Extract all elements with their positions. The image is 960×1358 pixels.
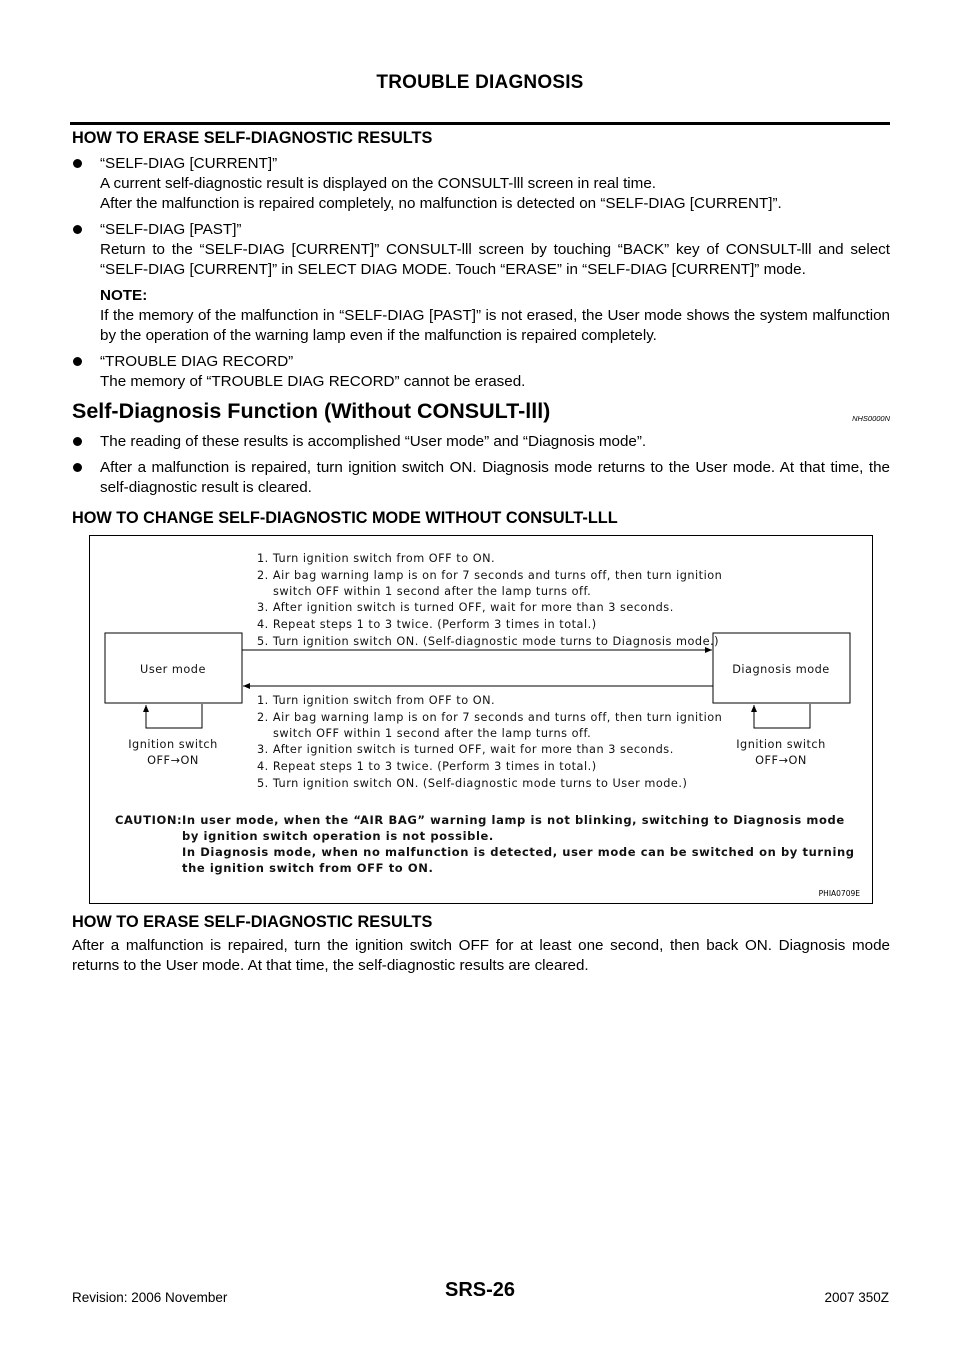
ign-label-right: Ignition switch xyxy=(736,738,826,751)
figure-id: PHIA0709E xyxy=(818,889,860,898)
step-line: 2. Air bag warning lamp is on for 7 seconds and turns off, then turn ignition xyxy=(257,711,723,724)
caution-label: CAUTION: xyxy=(115,813,183,827)
page-content xyxy=(72,128,890,976)
list-item-title: “SELF-DIAG [CURRENT]” xyxy=(100,155,278,172)
erase-results-heading-2: HOW TO ERASE SELF-DIAGNOSTIC RESULTS xyxy=(72,913,433,931)
diagram-svg xyxy=(90,536,872,903)
footer-page-code: SRS-26 xyxy=(444,1279,516,1301)
list-item-title: “SELF-DIAG [PAST]” xyxy=(100,221,242,238)
ign-label-left: Ignition switch xyxy=(128,738,218,751)
note-text: If the memory of the malfunction in “SELF-DIAG [PAST]” is not erased, the User mode shows the system malfunction by the operation of the warning lamp even if the malfunction is repaired completely. xyxy=(100,307,890,344)
list-item-text: The reading of these results is accomplished “User mode” and “Diagnosis mode”. xyxy=(100,433,647,450)
section-title-text: Self-Diagnosis Function (Without CONSULT-lll) xyxy=(72,399,551,423)
footer-model: 2007 350Z xyxy=(824,1290,889,1305)
list-item xyxy=(72,432,890,452)
step-line: 1. Turn ignition switch from OFF to ON. xyxy=(257,552,496,565)
erase-results-text: After a malfunction is repaired, turn the ignition switch OFF for at least one second, then back ON. Diagnosis mode returns to the User mode. At that time, the self-diagnostic results are cleared. xyxy=(72,937,890,974)
step-line: 5. Turn ignition switch ON. (Self-diagnostic mode turns to User mode.) xyxy=(257,777,688,790)
diag-loop-arrow xyxy=(754,704,810,728)
list-item xyxy=(72,458,890,498)
step-line: switch OFF within 1 second after the lamp turns off. xyxy=(273,585,592,598)
step-line: 3. After ignition switch is turned OFF, wait for more than 3 seconds. xyxy=(257,743,674,756)
caution-line: by ignition switch operation is not possible. xyxy=(182,829,494,843)
step-line: 1. Turn ignition switch from OFF to ON. xyxy=(257,694,496,707)
step-line: 4. Repeat steps 1 to 3 twice. (Perform 3 times in total.) xyxy=(257,618,597,631)
mode-change-diagram xyxy=(89,535,873,904)
erase-results-heading: HOW TO ERASE SELF-DIAGNOSTIC RESULTS xyxy=(72,129,433,147)
list-item-text: The memory of “TROUBLE DIAG RECORD” cannot be erased. xyxy=(100,373,526,390)
user-loop-arrow xyxy=(146,704,202,728)
step-line: 3. After ignition switch is turned OFF, wait for more than 3 seconds. xyxy=(257,601,674,614)
bullet-icon xyxy=(73,463,82,472)
note-label: NOTE: xyxy=(100,287,148,304)
erase-results-list xyxy=(72,154,890,392)
caution-line: In user mode, when the “AIR BAG” warning lamp is not blinking, switching to Diagnosis mode xyxy=(182,813,845,827)
diagnosis-mode-label: Diagnosis mode xyxy=(732,663,830,676)
page-title: TROUBLE DIAGNOSIS xyxy=(376,72,584,93)
list-item-title: “TROUBLE DIAG RECORD” xyxy=(100,353,294,370)
self-diag-list xyxy=(72,432,890,498)
section-title xyxy=(72,398,890,424)
list-item xyxy=(72,220,890,346)
list-item xyxy=(72,154,890,214)
list-item-text: After a malfunction is repaired, turn ignition switch ON. Diagnosis mode returns to the User mode. At that time, the self-diagnostic result is cleared. xyxy=(100,459,890,496)
list-item xyxy=(72,352,890,392)
bullet-icon xyxy=(73,159,82,168)
bullet-icon xyxy=(73,357,82,366)
list-item-text: Return to the “SELF-DIAG [CURRENT]” CONSULT-lll screen by touching “BACK” key of CONSULT-lll and select “SELF-DIAG [CURRENT]” in SELECT DIAG MODE. Touch “ERASE” in “SELF-DIAG [CURRENT]” mode. xyxy=(100,241,890,278)
step-line: 2. Air bag warning lamp is on for 7 seconds and turns off, then turn ignition xyxy=(257,569,723,582)
user-mode-label: User mode xyxy=(140,663,206,676)
list-item-text: A current self-diagnostic result is displayed on the CONSULT-lll screen in real time. xyxy=(100,175,656,192)
footer-revision: Revision: 2006 November xyxy=(72,1290,228,1305)
step-line: 4. Repeat steps 1 to 3 twice. (Perform 3 times in total.) xyxy=(257,760,597,773)
caution-line: In Diagnosis mode, when no malfunction is detected, user mode can be switched on by turning xyxy=(182,845,855,859)
header-rule xyxy=(70,122,890,125)
section-code: NHS0000N xyxy=(852,414,890,423)
change-mode-heading: HOW TO CHANGE SELF-DIAGNOSTIC MODE WITHOUT CONSULT-LLL xyxy=(72,509,618,527)
step-line: switch OFF within 1 second after the lamp turns off. xyxy=(273,727,592,740)
ign-off-on-left: OFF→ON xyxy=(147,754,199,767)
ign-off-on-right: OFF→ON xyxy=(755,754,807,767)
caution-line: the ignition switch from OFF to ON. xyxy=(182,861,434,875)
list-item-text: After the malfunction is repaired completely, no malfunction is detected on “SELF-DIAG [CURRENT]”. xyxy=(100,195,782,212)
step-line: 5. Turn ignition switch ON. (Self-diagnostic mode turns to Diagnosis mode.) xyxy=(257,635,720,648)
bullet-icon xyxy=(73,437,82,446)
bullet-icon xyxy=(73,225,82,234)
